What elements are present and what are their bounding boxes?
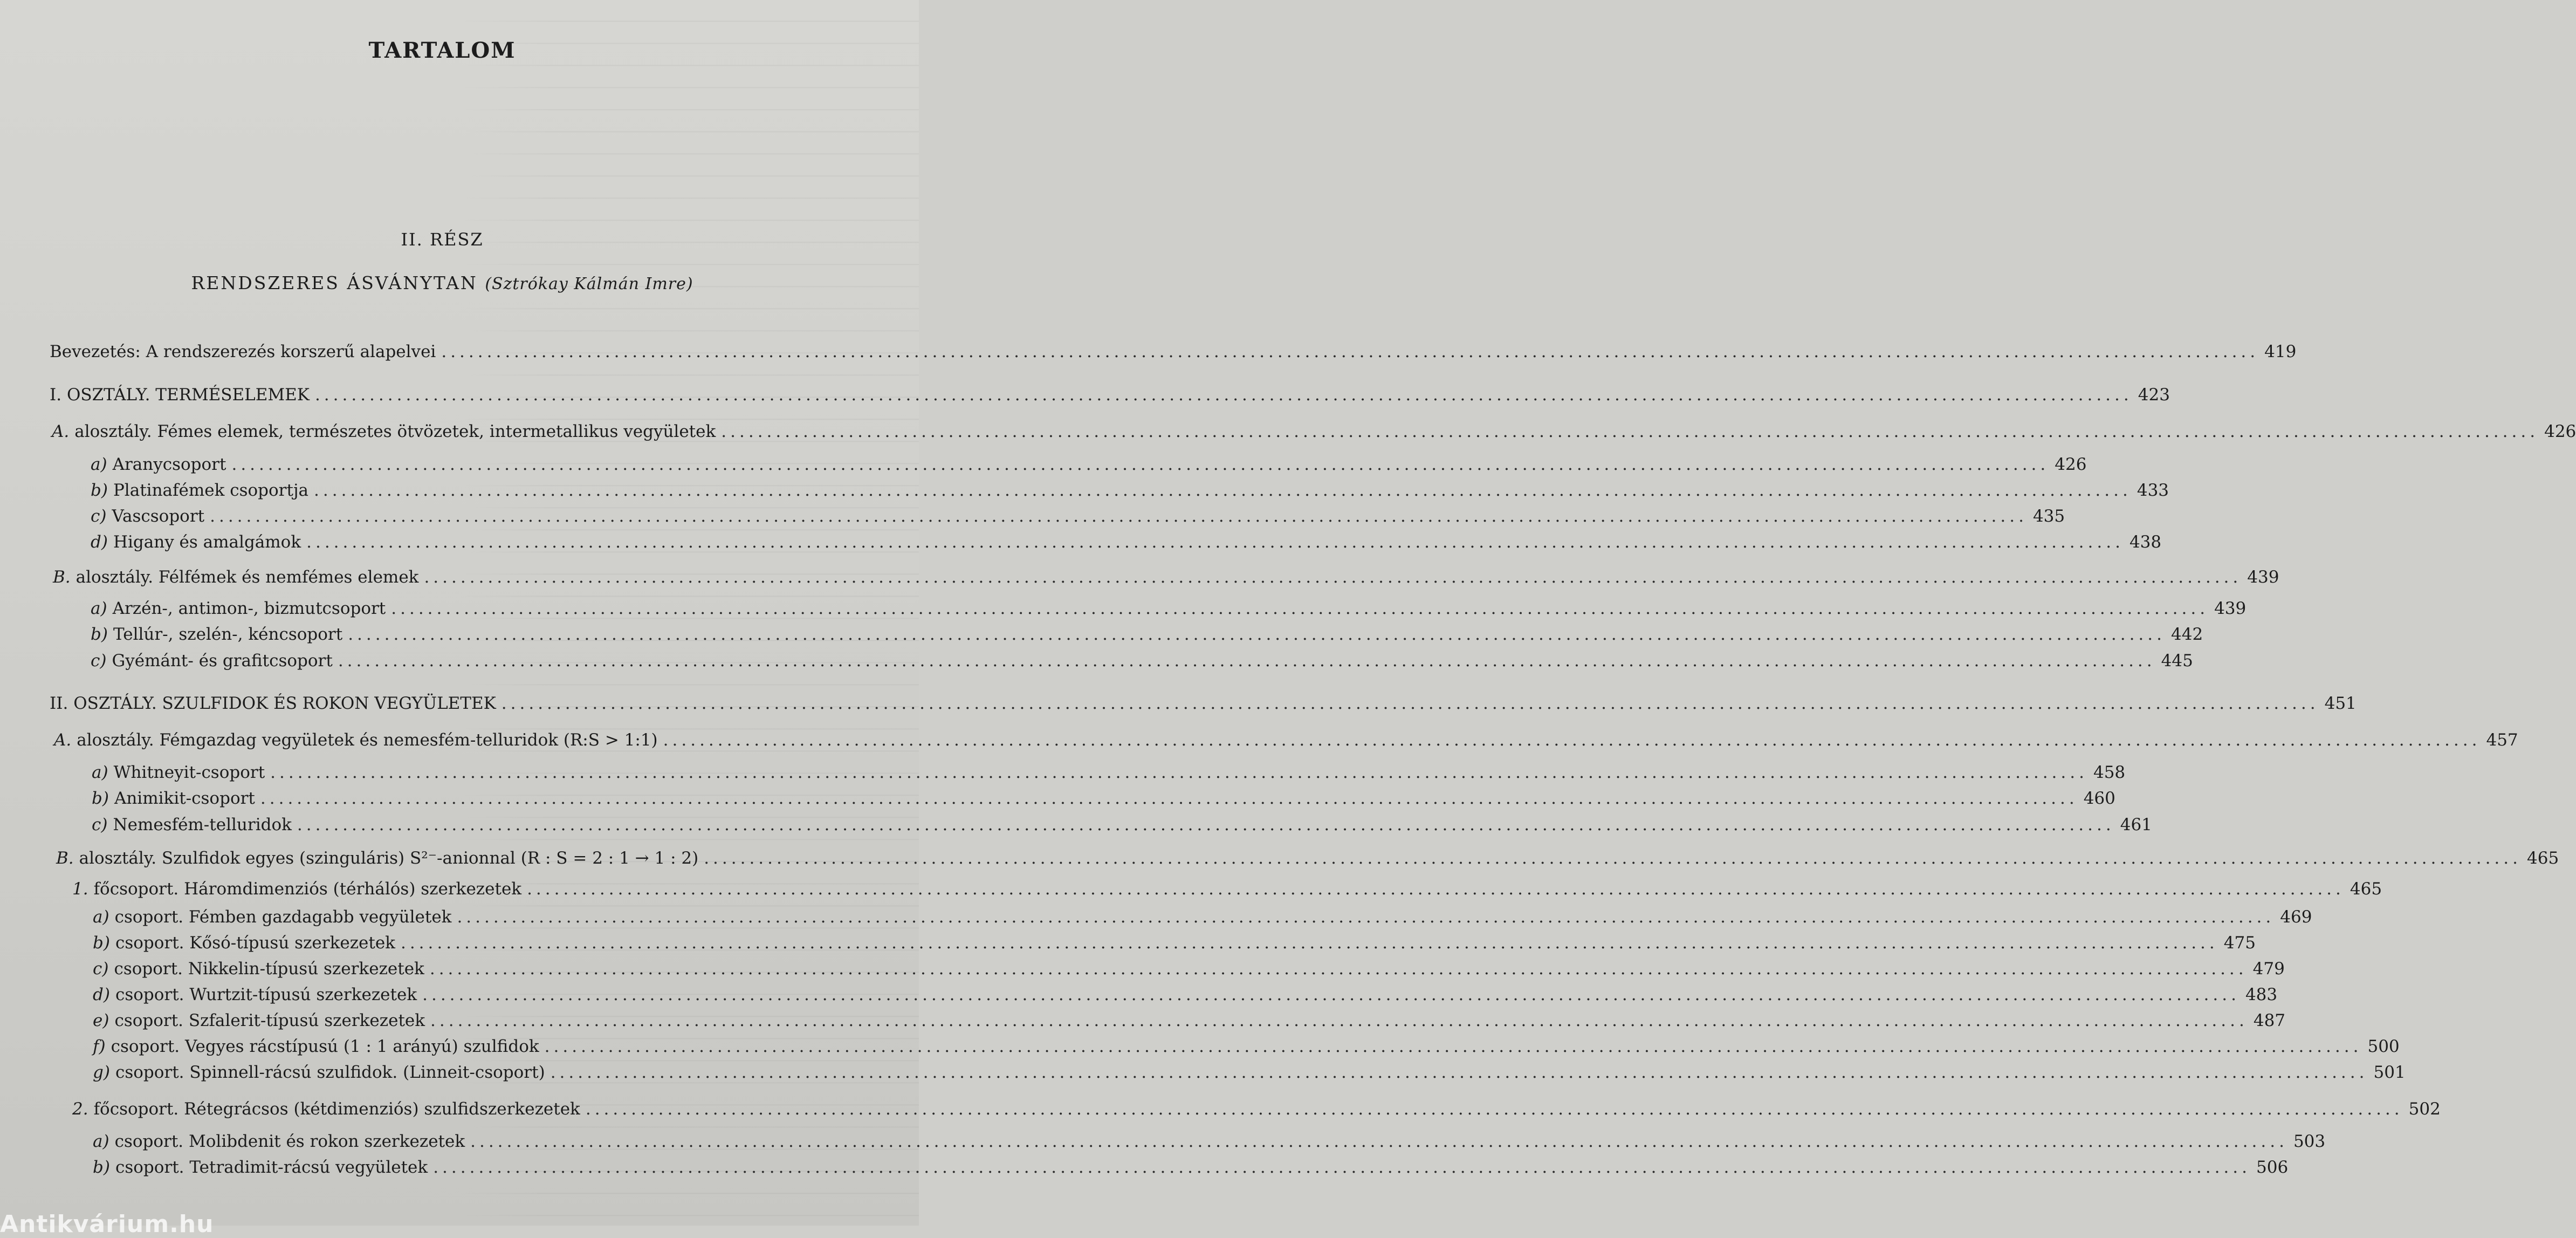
toc-entry-text: csoport. Szfalerit-típusú szerkezetek [114, 1011, 425, 1030]
toc-entry-page: 487 [2253, 1011, 2286, 1030]
dot-leader: ........................................................................................................................................................................................................ [663, 730, 2481, 750]
toc-entry [72, 1096, 2441, 1120]
toc-entry [93, 930, 2256, 954]
toc-entry-page: 439 [2214, 599, 2247, 618]
toc-entry [50, 382, 2170, 406]
toc-entry-label: g) [93, 1063, 110, 1082]
toc-entry-page: 465 [2527, 849, 2559, 868]
toc-entry-page: 451 [2324, 694, 2357, 713]
toc-entry [93, 956, 2285, 980]
toc-entry-page: 458 [2093, 763, 2126, 782]
toc-entry [92, 812, 2152, 836]
toc-entry-page: 506 [2256, 1158, 2289, 1177]
dot-leader: ........................................................................................................................................................................................................ [297, 815, 2115, 835]
dot-leader: ........................................................................................................................................................................................................ [270, 763, 2088, 782]
part-heading: II. RÉSZ [401, 229, 484, 250]
toc-entry-label: d) [93, 985, 110, 1004]
toc-entry-page: 500 [2367, 1037, 2400, 1056]
dot-leader: ........................................................................................................................................................................................................ [501, 694, 2319, 713]
toc-entry-page: 435 [2032, 507, 2065, 526]
dot-leader: ........................................................................................................................................................................................................ [470, 1132, 2288, 1151]
toc-entry-text: Whitneyit-csoport [113, 763, 265, 782]
toc-entry-text: főcsoport. Rétegrácsos (kétdimenziós) szulfidszerkezetek [93, 1099, 580, 1119]
toc-entry-label: f) [93, 1037, 106, 1056]
toc-entry-page: 438 [2129, 532, 2162, 552]
toc-entry [93, 982, 2278, 1006]
toc-entry-label: A. [54, 730, 72, 750]
toc-entry-label: e) [93, 1011, 109, 1030]
dot-leader: ........................................................................................................................................................................................................ [348, 625, 2166, 644]
toc-entry [50, 690, 2357, 714]
toc-entry-text: I. OSZTÁLY. TERMÉSELEMEK [50, 385, 310, 405]
toc-entry-text: csoport. Fémben gazdagabb vegyületek [114, 907, 452, 927]
toc-entry-page: 465 [2350, 879, 2382, 899]
toc-entry-label: b) [91, 625, 108, 644]
toc-entry-text: Vascsoport [112, 507, 205, 526]
toc-entry [93, 1154, 2289, 1178]
toc-entry-text: Gyémánt- és grafitcsoport [112, 651, 333, 671]
toc-entry-page: 445 [2161, 651, 2193, 671]
toc-entry-label: a) [93, 1132, 109, 1151]
dot-leader: ........................................................................................................................................................................................................ [424, 567, 2242, 587]
dot-leader: ........................................................................................................................................................................................................ [704, 849, 2522, 868]
toc-entry-label: b) [92, 789, 109, 808]
toc-entry-text: Platinafémek csoportja [113, 481, 309, 500]
toc-entry [50, 339, 2297, 362]
page-title: TARTALOM [368, 38, 516, 63]
dot-leader: ........................................................................................................................................................................................................ [721, 422, 2539, 441]
toc-entry-text: Higany és amalgámok [113, 532, 301, 552]
toc-entry-text: Bevezetés: A rendszerezés korszerű alapelvei [50, 342, 436, 361]
toc-entry-text: csoport. Tetradimit-rácsú vegyületek [115, 1158, 428, 1177]
dot-leader: ........................................................................................................................................................................................................ [314, 481, 2132, 500]
dot-leader: ........................................................................................................................................................................................................ [306, 532, 2124, 552]
toc-entry-label: a) [91, 455, 107, 474]
toc-entry-label: a) [92, 763, 108, 782]
toc-entry-page: 475 [2223, 933, 2256, 953]
toc-entry-label: c) [91, 651, 107, 671]
toc-entry-text: csoport. Vegyes rácstípusú (1 : 1 arányú) szulfidok [111, 1037, 539, 1056]
toc-entry-page: 460 [2083, 789, 2115, 808]
toc-entry-label: 2. [72, 1099, 88, 1119]
toc-entry-page: 483 [2245, 985, 2278, 1004]
toc-entry-text: csoport. Kősó-típusú szerkezetek [115, 933, 395, 953]
toc-entry [93, 1128, 2326, 1152]
dot-leader: ........................................................................................................................................................................................................ [527, 879, 2345, 899]
toc-entry-page: 423 [2138, 385, 2170, 405]
toc-entry [72, 876, 2382, 900]
toc-entry-text: csoport. Wurtzit-típusú szerkezetek [115, 985, 417, 1004]
toc-entry [54, 727, 2518, 751]
toc-entry-label: d) [91, 532, 108, 552]
dot-leader: ........................................................................................................................................................................................................ [391, 599, 2209, 618]
toc-entry-text: alosztály. Félfémek és nemfémes elemek [75, 567, 419, 587]
toc-entry [92, 760, 2126, 783]
toc-entry-page: 419 [2264, 342, 2297, 361]
toc-entry-label: c) [93, 959, 109, 979]
toc-entry-page: 426 [2055, 455, 2087, 474]
dot-leader: ........................................................................................................................................................................................................ [544, 1037, 2362, 1056]
toc-entry-label: b) [93, 1158, 110, 1177]
toc-entry-label: c) [92, 815, 108, 835]
toc-entry-text: alosztály. Szulfidok egyes (szinguláris) S²⁻-anionnal (R : S = 2 : 1 → 1 : 2) [79, 849, 699, 868]
toc-entry-label: B. [53, 567, 71, 587]
toc-entry-label: a) [91, 599, 107, 618]
dot-leader: ........................................................................................................................................................................................................ [430, 1011, 2248, 1030]
toc-entry [91, 529, 2162, 553]
dot-leader: ........................................................................................................................................................................................................ [585, 1099, 2403, 1119]
toc-entry-label: b) [91, 481, 108, 500]
dot-leader: ........................................................................................................................................................................................................ [314, 385, 2133, 405]
toc-entry-label: b) [93, 933, 110, 953]
toc-entry-page: 501 [2373, 1063, 2406, 1082]
toc-entry-page: 442 [2171, 625, 2203, 644]
toc-entry [92, 785, 2115, 809]
toc-entry-page: 457 [2486, 730, 2518, 750]
toc-entry [93, 1034, 2400, 1057]
dot-leader: ........................................................................................................................................................................................................ [550, 1063, 2368, 1082]
toc-entry-label: c) [91, 507, 107, 526]
toc-entry-label: a) [93, 907, 109, 927]
toc-entry-label: 1. [72, 879, 88, 899]
toc-entry [53, 564, 2279, 588]
toc-entry-page: 469 [2280, 907, 2312, 927]
dot-leader: ........................................................................................................................................................................................................ [260, 789, 2078, 808]
toc-entry [91, 621, 2203, 645]
section-author: (Sztrókay Kálmán Imre) [485, 275, 693, 293]
toc-entry-text: csoport. Spinnell-rácsú szulfidok. (Linneit-csoport) [115, 1063, 545, 1082]
toc-entry [91, 503, 2065, 527]
toc-entry-page: 461 [2120, 815, 2152, 835]
toc-entry [91, 648, 2193, 672]
toc-entry [91, 596, 2247, 619]
dot-leader: ........................................................................................................................................................................................................ [338, 651, 2156, 671]
dot-leader: ........................................................................................................................................................................................................ [210, 507, 2028, 526]
dot-leader: ........................................................................................................................................................................................................ [441, 342, 2259, 361]
toc-entry [52, 419, 2576, 442]
toc-entry [93, 904, 2312, 928]
toc-entry-label: B. [56, 849, 74, 868]
toc-entry-text: főcsoport. Háromdimenziós (térhálós) szerkezetek [93, 879, 522, 899]
toc-entry-text: Tellúr-, szelén-, kéncsoport [113, 625, 343, 644]
watermark: Antikvárium.hu [0, 1210, 214, 1238]
toc-entry-page: 503 [2293, 1132, 2326, 1151]
toc-entry-page: 502 [2408, 1099, 2441, 1119]
dot-leader: ........................................................................................................................................................................................................ [457, 907, 2275, 927]
toc-entry-text: II. OSZTÁLY. SZULFIDOK ÉS ROKON VEGYÜLETEK [50, 694, 496, 713]
toc-entry [93, 1008, 2286, 1031]
toc-entry-label: A. [52, 422, 70, 441]
dot-leader: ........................................................................................................................................................................................................ [400, 933, 2218, 953]
toc-entry-text: Arzén-, antimon-, bizmutcsoport [112, 599, 386, 618]
toc-entry [93, 1059, 2406, 1083]
section-heading [0, 272, 884, 293]
toc-entry-text: csoport. Nikkelin-típusú szerkezetek [114, 959, 424, 979]
toc-entry [56, 845, 2559, 869]
toc-entry-page: 426 [2544, 422, 2576, 441]
toc-entry-text: alosztály. Fémgazdag vegyületek és nemesfém-telluridok (R:S > 1:1) [77, 730, 658, 750]
toc-entry-text: alosztály. Fémes elemek, természetes ötvözetek, intermetallikus vegyületek [74, 422, 716, 441]
toc-entry-page: 479 [2252, 959, 2285, 979]
toc-entry-text: Aranycsoport [112, 455, 226, 474]
toc-entry-text: Nemesfém-telluridok [113, 815, 292, 835]
dot-leader: ........................................................................................................................................................................................................ [433, 1158, 2251, 1177]
section-title: RENDSZERES ÁSVÁNYTAN [191, 272, 478, 293]
toc-entry-page: 433 [2137, 481, 2169, 500]
dot-leader: ........................................................................................................................................................................................................ [422, 985, 2240, 1004]
toc-entry-page: 439 [2247, 567, 2279, 587]
toc-entry-text: csoport. Molibdenit és rokon szerkezetek [114, 1132, 465, 1151]
toc-entry [91, 452, 2087, 475]
dot-leader: ........................................................................................................................................................................................................ [231, 455, 2050, 474]
dot-leader: ........................................................................................................................................................................................................ [429, 959, 2248, 979]
toc-entry [91, 477, 2169, 501]
toc-entry-text: Animikit-csoport [114, 789, 255, 808]
